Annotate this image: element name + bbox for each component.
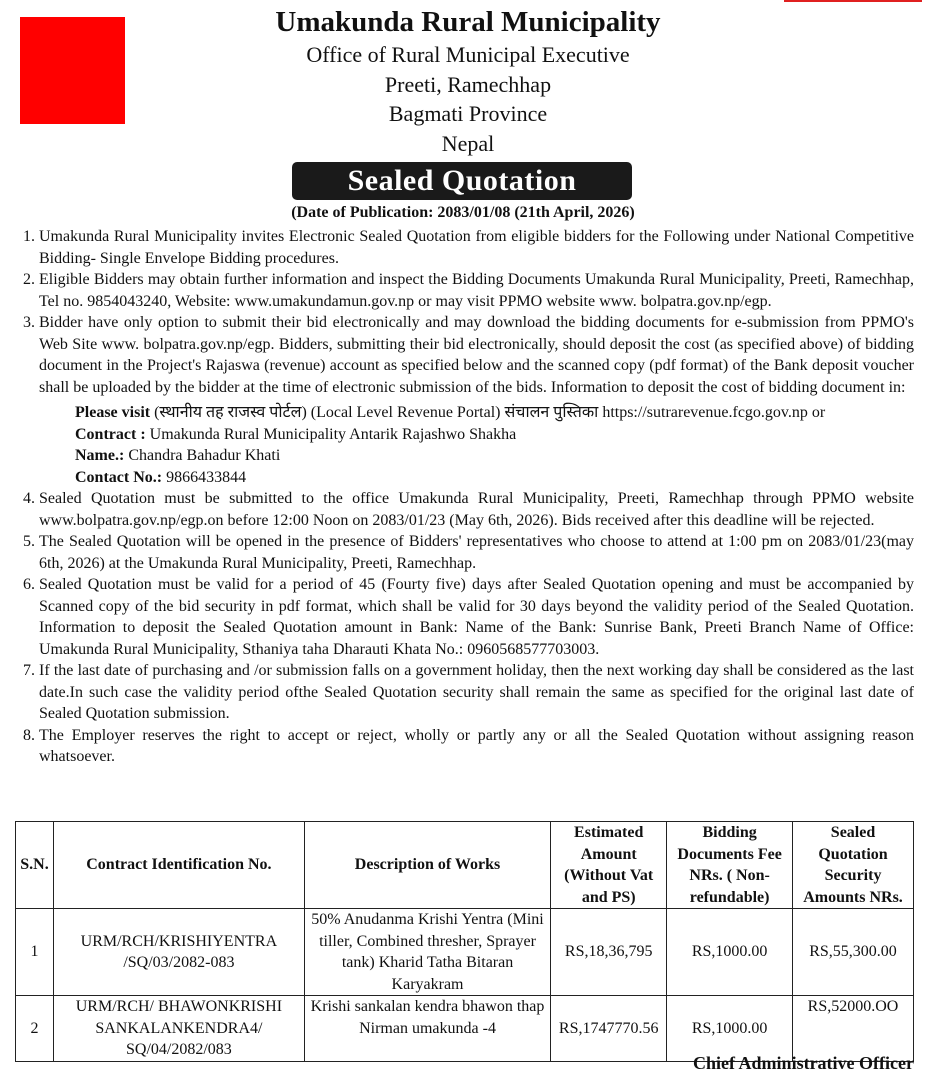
cell-security-amount: RS,52000.OO	[793, 996, 914, 1062]
cell-description: Krishi sankalan kendra bhawon thap Nirman umakunda -4	[304, 996, 550, 1062]
deposit-name	[75, 445, 914, 467]
cell-estimated-amount: RS,18,36,795	[551, 909, 667, 996]
header-document-fee: Bidding Documents Fee NRs. ( Non-refundable)	[667, 822, 793, 909]
cell-document-fee: RS,1000.00	[667, 996, 793, 1062]
notice-item-5: 5. The Sealed Quotation will be opened in the presence of Bidders' representatives who choose to attend at 1:00 pm on 2083/01/23(may 6th, 2026) at the Umakunda Rural Municipality, Preeti, Ramechhap.	[39, 531, 914, 574]
table-row	[16, 996, 914, 1062]
cell-contract-id: URM/RCH/ BHAWONKRISHI SANKALANKENDRA4/ SQ/04/2082/083	[53, 996, 304, 1062]
deposit-info	[39, 402, 914, 488]
header-sn: S.N.	[16, 822, 54, 909]
deposit-name-text: Chandra Bahadur Khati	[124, 447, 281, 464]
cell-contract-id: URM/RCH/KRISHIYENTRA /SQ/03/2082-083	[53, 909, 304, 996]
letterhead	[130, 4, 806, 158]
notice-item-6: 6. Sealed Quotation must be valid for a period of 45 (Fourty five) days after Sealed Quotation opening and must be accompanied by Scanned copy of the bid security in pdf format, which shall be valid for 30 days beyond the validity period of the Sealed Quotation. Information to deposit the Sealed Quotation amount in Bank: Name of the Bank: Sunrise Bank, Preeti Branch Name of Office: Umakunda Rural Municipality, Sthaniya taha Dharauti Khata No.: 0960568577703003.	[39, 574, 914, 660]
cell-estimated-amount: RS,1747770.56	[551, 996, 667, 1062]
header-description: Description of Works	[304, 822, 550, 909]
country: Nepal	[441, 130, 495, 156]
deposit-name-label: Name.:	[75, 447, 125, 464]
publication-date: (Date of Publication: 2083/01/08 (21th April, 2026)	[291, 204, 635, 221]
municipality-name: Umakunda Rural Municipality	[275, 6, 661, 38]
office-name: Office of Rural Municipal Executive	[306, 42, 630, 67]
notice-title-banner: Sealed Quotation	[292, 162, 632, 200]
notice-item-4: 4. Sealed Quotation must be submitted to the office Umakunda Rural Municipality, Preeti, Ramechhap through PPMO website www.bolpatra.gov.np/egp.on before 12:00 Noon on 2083/01/23 (May 6th, 2026). Bids received after this deadline will be rejected.	[39, 488, 914, 531]
works-table	[15, 821, 914, 1062]
deposit-visit-label: Please visit	[75, 404, 151, 421]
office-location: Preeti, Ramechhap	[384, 71, 552, 97]
deposit-contact-label: Contact No.:	[75, 468, 163, 486]
signatory-title: Chief Administrative Officer	[693, 1053, 914, 1073]
deposit-contract	[75, 424, 914, 446]
top-accent-strip	[784, 0, 922, 2]
deposit-contact-text: 9866433844	[162, 468, 247, 486]
cell-document-fee: RS,1000.00	[667, 909, 793, 996]
deposit-contract-label: Contract :	[75, 425, 146, 443]
header-security-amount: Sealed Quotation Security Amounts NRs.	[793, 822, 914, 909]
deposit-visit-text: (स्थानीय तह राजस्व पोर्टल) (Local Level Revenue Portal) संचालन पुस्तिका https://sutrarevenue.fcgo.gov.np or	[150, 404, 826, 421]
notice-item-1: 1. Umakunda Rural Municipality invites Electronic Sealed Quotation from eligible bidders for the Following under National Competitive Bidding- Single Envelope Bidding procedures.	[39, 226, 914, 269]
deposit-contact	[75, 467, 914, 489]
notice-item-2: 2. Eligible Bidders may obtain further information and inspect the Bidding Documents Umakunda Rural Municipality, Preeti, Ramechhap, Tel no. 9854043240, Website: www.umakundamun.gov.np or may visit PPMO website www. bolpatra.gov.np/egp.	[39, 269, 914, 312]
notice-item-8: 8. The Employer reserves the right to accept or reject, wholly or partly any or all the Sealed Quotation without assigning reason whatsoever.	[39, 725, 914, 768]
notice-items	[10, 226, 914, 768]
municipality-logo	[20, 17, 125, 124]
header-contract-id: Contract Identification No.	[53, 822, 304, 909]
cell-sn: 1	[16, 909, 54, 996]
table-row	[16, 909, 914, 996]
notice-item-3-text: Bidder have only option to submit their bid electronically and may download the bidding documents for e-submission from PPMO's Web Site www. bolpatra.gov.np/egp. Bidders, submitting their bid electronically, should deposit the cost (as specified above) of bidding document in the Project's Rajaswa (revenue) account as specified below and the scanned copy (pdf format) of the Bank deposit voucher shall be uploaded by the bidder at the time of electronic submission of the bids. Information to deposit the cost of bidding document in:	[39, 314, 914, 396]
cell-security-amount: RS,55,300.00	[793, 909, 914, 996]
notice-body	[10, 226, 914, 768]
header-estimated-amount: Estimated Amount (Without Vat and PS)	[551, 822, 667, 909]
cell-description: 50% Anudanma Krishi Yentra (Mini tiller, Combined thresher, Sprayer tank) Kharid Tatha Bitaran Karyakram	[304, 909, 550, 996]
notice-item-7: 7. If the last date of purchasing and /or submission falls on a government holiday, then the next working day shall be considered as the last date.In such case the validity period ofthe Sealed Quotation security shall remain the same as specified for the original last date of Sealed Quotation submission.	[39, 660, 914, 725]
deposit-contract-text: Umakunda Rural Municipality Antarik Rajashwo Shakha	[145, 425, 517, 443]
notice-item-3	[39, 312, 914, 488]
table-header-row	[16, 822, 914, 909]
cell-sn: 2	[16, 996, 54, 1062]
province: Bagmati Province	[388, 101, 548, 126]
deposit-visit	[75, 402, 914, 424]
